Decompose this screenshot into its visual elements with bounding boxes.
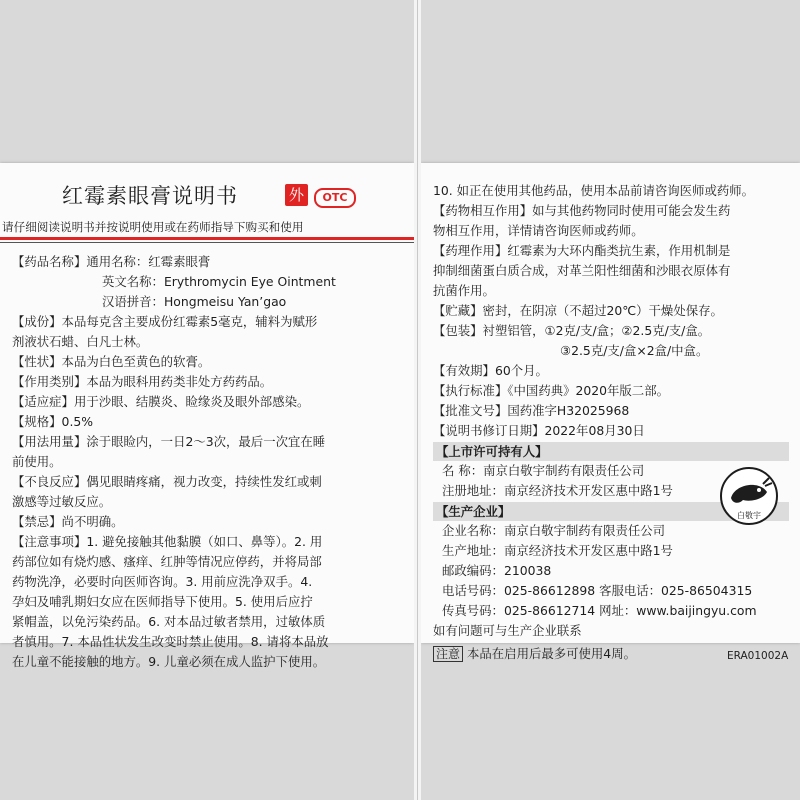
manufacturer-heading: 【生产企业】: [433, 502, 789, 521]
right-line: 抑制细菌蛋白质合成，对革兰阳性细菌和沙眼衣原体有: [433, 263, 731, 278]
marketing-holder-heading: 【上市许可持有人】: [433, 442, 789, 461]
baijingyu-logo: [719, 466, 779, 526]
otc-badge: OTC: [314, 188, 356, 208]
left-line: 【注意事项】1. 避免接触其他黏膜（如口、鼻等）。2. 用: [12, 534, 323, 549]
left-line: 【适应症】用于沙眼、结膜炎、睑缘炎及眼外部感染。: [12, 394, 310, 409]
left-line: 剂液状石蜡、白凡士林。: [12, 334, 149, 349]
logo-text: 白敬宇: [737, 511, 761, 520]
left-line: 【用法用量】涂于眼睑内，一日2～3次，最后一次宜在睡: [12, 434, 326, 449]
document-title: 红霉素眼膏说明书: [62, 184, 238, 208]
note-tag: 注意: [433, 646, 463, 662]
right-line: 【包装】衬塑铝管，①2克/支/盒；②2.5克/支/盒。: [433, 323, 711, 338]
right-line: 抗菌作用。: [433, 283, 495, 298]
left-line: 【药品名称】通用名称：红霉素眼膏: [12, 254, 211, 269]
left-line: 者慎用。7. 本品性状发生改变时禁止使用。8. 请将本品放: [12, 634, 329, 649]
left-line: 英文名称：Erythromycin Eye Ointment: [102, 274, 336, 289]
left-line: 激感等过敏反应。: [12, 494, 112, 509]
right-line: ③2.5克/支/盒×2盒/中盒。: [560, 343, 709, 358]
document-code: ERA01002A: [727, 650, 789, 662]
left-line: 汉语拼音：Hongmeisu Yan’gao: [102, 294, 287, 309]
right-line: 【说明书修订日期】2022年08月30日: [433, 423, 645, 438]
manufacturer-line: 如有问题可与生产企业联系: [433, 623, 582, 638]
left-line: 【性状】本品为白色至黄色的软膏。: [12, 354, 211, 369]
manufacturer-line: 生产地址：南京经济技术开发区惠中路1号: [442, 543, 673, 558]
right-line: 【执行标准】《中国药典》2020年版二部。: [433, 383, 669, 398]
left-line: 在儿童不能接触的地方。9. 儿童必须在成人监护下使用。: [12, 654, 326, 669]
left-line: 【禁忌】尚不明确。: [12, 514, 124, 529]
right-line: 【药物相互作用】如与其他药物同时使用可能会发生药: [433, 203, 731, 218]
left-line: 【作用类别】本品为眼科用药类非处方药药品。: [12, 374, 273, 389]
external-use-badge: 外: [285, 184, 308, 206]
right-line: 【药理作用】红霉素为大环内酯类抗生素，作用机制是: [433, 243, 731, 258]
header-black-rule: [0, 242, 414, 243]
right-line: 【有效期】60个月。: [433, 363, 548, 378]
reading-instruction: 请仔细阅读说明书并按说明使用或在药师指导下购买和使用: [2, 220, 304, 234]
manufacturer-line: 邮政编码：210038: [442, 563, 552, 578]
page-fold: [417, 0, 418, 800]
mah-line: 名 称：南京白敬宇制药有限责任公司: [442, 463, 645, 478]
note-text: 本品在启用后最多可使用4周。: [467, 646, 636, 661]
note-line: [433, 645, 636, 663]
manufacturer-line: 电话号码：025-86612898 客服电话：025-86504315: [442, 583, 753, 598]
left-line: 紧帽盖，以免污染药品。6. 对本品过敏者禁用，过敏体质: [12, 614, 326, 629]
right-line: 【贮藏】密封，在阴凉（不超过20℃）干燥处保存。: [433, 303, 723, 318]
header-red-rule: [0, 237, 414, 240]
left-line: 【不良反应】偶见眼睛疼痛，视力改变，持续性发红或刺: [12, 474, 322, 489]
mah-line: 注册地址：南京经济技术开发区惠中路1号: [442, 483, 673, 498]
right-line: 10. 如正在使用其他药品，使用本品前请咨询医师或药师。: [433, 183, 755, 198]
left-line: 药物洗净，必要时向医师咨询。3. 用前应洗净双手。4.: [12, 574, 313, 589]
left-line: 药部位如有烧灼感、瘙痒、红肿等情况应停药，并将局部: [12, 554, 322, 569]
right-line: 【批准文号】国药准字H32025968: [433, 403, 630, 418]
left-line: 前使用。: [12, 454, 62, 469]
left-line: 【规格】0.5%: [12, 414, 94, 429]
right-line: 物相互作用，详情请咨询医师或药师。: [433, 223, 644, 238]
left-line: 【成份】本品每克含主要成份红霉素5毫克，辅料为赋形: [12, 314, 318, 329]
manufacturer-line: 企业名称：南京白敬宇制药有限责任公司: [442, 523, 666, 538]
manufacturer-line: 传真号码：025-86612714 网址：www.baijingyu.com: [442, 603, 757, 618]
left-line: 孕妇及哺乳期妇女应在医师指导下使用。5. 使用后应拧: [12, 594, 313, 609]
